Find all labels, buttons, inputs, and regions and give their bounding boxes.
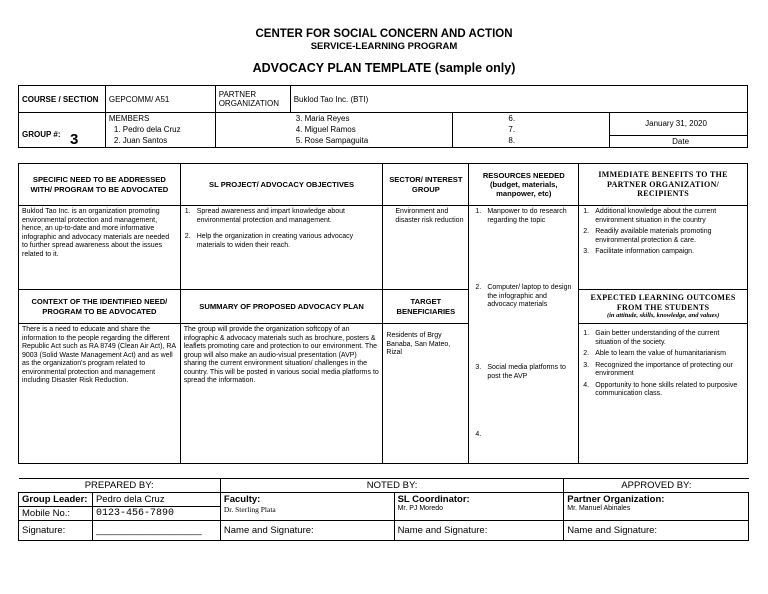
outcomes-header: EXPECTED LEARNING OUTCOMES FROM THE STUDENTS (in attitude, skills, knowledge, and values) <box>579 290 748 324</box>
sl-name-signature: Name and Signature: <box>394 521 564 541</box>
partner-value: Buklod Tao Inc. (BTI) <box>290 86 747 113</box>
resources-header: RESOURCES NEEDED (budget, materials, manpower, etc) <box>469 164 579 206</box>
summary-text: The group will provide the organization softcopy of an infographic & advocacy materials such as brochure, posters & leaflets promoting care and protection to our environment. The group will also make an audio-visual presentation (AVP) sharing the current environment situation/ challenges in the country. This will be posted in various social media platforms to spread the information. <box>180 324 383 464</box>
list-item: 2. Help the organization in creating various advocacy materials to widen their reach. <box>184 233 354 249</box>
group-leader-label: Group Leader: <box>19 493 93 507</box>
plan-table <box>18 163 748 464</box>
approved-by-header: APPROVED BY: <box>564 479 749 493</box>
member-1: 1. Pedro dela Cruz <box>105 124 215 135</box>
noted-by-header: NOTED BY: <box>220 479 563 493</box>
member-4: 4. Miguel Ramos <box>215 124 453 135</box>
mobile-value: 0123-456-7890 <box>92 507 220 521</box>
info-table <box>18 85 748 148</box>
date-value: January 31, 2020 <box>610 113 748 136</box>
need-text: Buklod Tao Inc. is an organization promoting environmental protection and management, hence, an up-to-date and more informative infographic and advocacy materials are needed to further spread awareness about the issues related to it. <box>19 206 181 290</box>
mobile-label: Mobile No.: <box>19 507 93 521</box>
prepared-by-header: PREPARED BY: <box>19 479 221 493</box>
list-item: 2. Able to learn the value of humanitarianism <box>583 350 726 358</box>
context-text: There is a need to educate and share the information to the people regarding the different Republic Act such as RA 8749 (Clean Air Act), RA 9003 (Solid Waste Management Act) and as well as the organization's program related to environmental protection and management including Disaster Risk Reduction. <box>19 324 181 464</box>
sl-coordinator-label: SL Coordinator: <box>397 494 470 505</box>
sl-coordinator-value: Mr. PJ Moredo <box>397 505 444 512</box>
faculty-name-signature: Name and Signature: <box>220 521 394 541</box>
benefits-list <box>583 208 744 257</box>
list-item: 2. Readily available materials promoting environmental protection & care. <box>583 228 712 244</box>
benefits-header: IMMEDIATE BENEFITS TO THE PARTNER ORGANIZATION/ RECIPIENTS <box>579 164 748 206</box>
list-item: 3. Social media platforms to post the AVP <box>475 364 566 380</box>
list-item: 4. <box>475 431 482 438</box>
partner-label: PARTNER ORGANIZATION <box>215 86 290 113</box>
list-item: 2. Computer/ laptop to design the infographic and advocacy materials <box>475 284 572 309</box>
program-name: SERVICE-LEARNING PROGRAM <box>310 41 458 52</box>
org-name: CENTER FOR SOCIAL CONCERN AND ACTION <box>255 28 513 40</box>
document-title: ADVOCACY PLAN TEMPLATE (sample only) <box>252 61 516 75</box>
sector-header: SECTOR/ INTEREST GROUP <box>383 164 469 206</box>
faculty-value: Dr. Sterling Plata <box>223 505 276 514</box>
list-item: 4. Opportunity to hone skills related to purposive communication class. <box>583 381 738 398</box>
member-3: 3. Maria Reyes <box>215 113 453 125</box>
target-header: TARGET BENEFICIARIES <box>383 290 469 324</box>
objectives-list <box>185 208 380 250</box>
target-text: Residents of Brgy Banaba, San Mateo, Rizal <box>383 324 469 464</box>
list-item: 1. Manpower to do research regarding the topic <box>475 208 567 224</box>
member-8: 8. <box>453 135 610 147</box>
list-item: 1. Additional knowledge about the current environment situation in the country <box>583 208 717 224</box>
list-item: 1. Gain better understanding of the current situation of the society. <box>583 330 720 346</box>
course-value: GEPCOMM/ A51 <box>105 86 215 113</box>
list-item: 1. Spread awareness and impart knowledge about environmental protection and management. <box>184 208 345 224</box>
course-label: COURSE / SECTION <box>19 86 106 113</box>
partner-org-value: Mr. Manuel Abinales <box>567 505 631 512</box>
partner-org-label: Partner Organization: <box>567 494 665 505</box>
signatures-table <box>18 478 749 541</box>
signature-label: Signature: <box>19 521 93 541</box>
group-label: GROUP #: <box>19 113 106 148</box>
member-7: 7. <box>453 124 610 135</box>
resources-list <box>475 208 575 440</box>
partner-name-signature: Name and Signature: <box>564 521 749 541</box>
members-label: MEMBERS <box>105 113 215 125</box>
group-leader-value: Pedro dela Cruz <box>92 493 220 507</box>
faculty-label: Faculty: <box>223 494 261 505</box>
date-label: Date <box>610 135 748 147</box>
outcomes-subheader: (in attitude, skills, knowledge, and values) <box>606 312 720 320</box>
need-header: SPECIFIC NEED TO BE ADDRESSED WITH/ PROGRAM TO BE ADVOCATED <box>19 164 181 206</box>
member-6: 6. <box>453 113 610 125</box>
member-2: 2. Juan Santos <box>105 135 215 147</box>
sector-text: Environment and disaster risk reduction <box>383 206 469 290</box>
summary-header: SUMMARY OF PROPOSED ADVOCACY PLAN <box>180 290 383 324</box>
group-number: 3 <box>70 131 79 148</box>
context-header: CONTEXT OF THE IDENTIFIED NEED/ PROGRAM TO BE ADVOCATED <box>19 290 181 324</box>
list-item: 3. Recognized the importance of protecting our environment <box>583 361 733 378</box>
signature-line: ____________________ <box>92 521 220 541</box>
member-5: 5. Rose Sampaguita <box>215 135 453 147</box>
outcomes-list <box>583 330 744 399</box>
list-item: 3. Facilitate information campaign. <box>583 248 695 256</box>
objectives-header: SL PROJECT/ ADVOCACY OBJECTIVES <box>180 164 383 206</box>
